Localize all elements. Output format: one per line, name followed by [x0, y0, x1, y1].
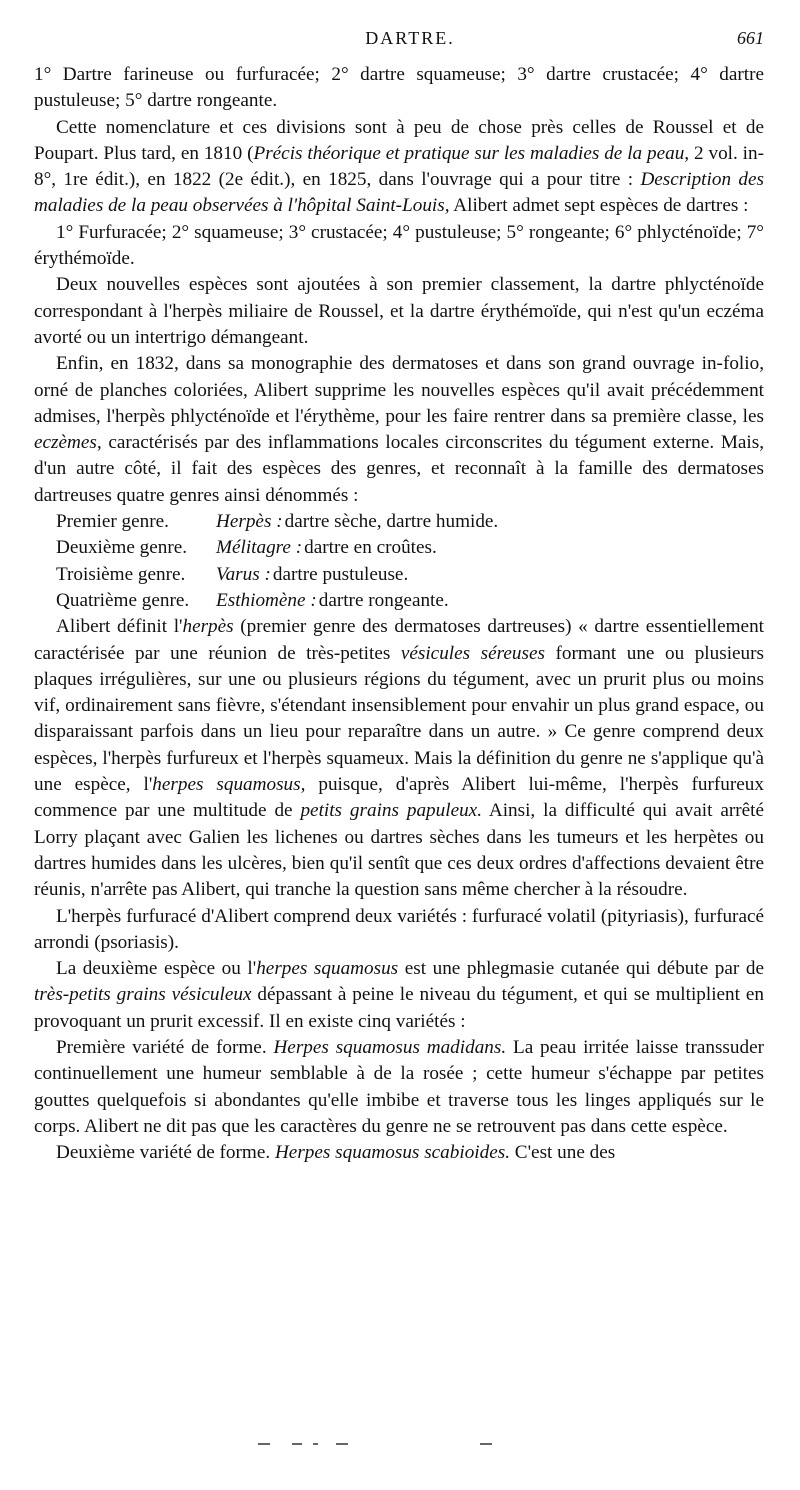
text-run: puisque, d'après Alibert lui-même, l'herpès furfureux commence par une multitude de [34, 774, 764, 822]
text-run: Enfin, en 1832, dans sa monographie des dermatoses et dans son grand ouvrage in-folio, orné de planches coloriées, Alibert supprime les nouvelles espèces qu'il avait précédemment admises, l'herpès phlycténoïde et l'érythème, pour les faire rentrer dans sa première classe, les [34, 353, 764, 427]
text-run: Alibert définit l' [56, 616, 183, 638]
text-run: formant une ou plusieurs plaques irrégulières, sur une ou plusieurs régions du tégument, avec un prurit plus ou moins vif, ordinairement sans fièvre, s'étendant insensiblement pour envahir un plus grand espace, ou disparaissant parfois dans un lieu pour reparaître dans un autre. » Ce genre comprend deux espèces, l'herpès furfureux et l'herpès squameux. Mais la définition du genre ne s'applique qu'à une espèce, l' [34, 642, 764, 796]
genre-name: Troisième genre. [56, 563, 186, 585]
paragraph-block-2 [34, 614, 764, 1166]
text-run: Deux nouvelles espèces sont ajoutées à son premier classement, la dartre phlycténoïde correspondant à l'herpès miliaire de Roussel, et la dartre érythémoïde, qui n'est qu'un eczéma avorté ou un intertrigo démangeant. [34, 274, 764, 348]
genre-description: dartre pustuleuse. [272, 563, 409, 585]
italic-text: Herpes squamosus scabioides. [274, 1142, 510, 1164]
genre-row [56, 509, 764, 535]
italic-text: Description des maladies de la peau observées à l'hôpital Saint-Louis, [34, 169, 764, 217]
text-run: est une phlegmasie cutanée qui débute par de [398, 958, 764, 980]
genre-name: Premier genre. [56, 511, 169, 533]
paragraph [34, 351, 764, 509]
genre-term: Esthiomène : [216, 589, 317, 611]
genre-name: Quatrième genre. [56, 589, 190, 611]
paragraph-block-1 [34, 62, 764, 509]
paragraph [34, 115, 764, 220]
text-run: 2 vol. in-8°, 1re édit.), en 1822 (2e édit.), en 1825, dans l'ouvrage qui a pour titre : [34, 142, 764, 191]
genre-description: dartre sèche, dartre humide. [284, 511, 499, 533]
paragraph [34, 904, 764, 957]
genre-term: Varus : [216, 563, 271, 585]
paragraph [34, 62, 764, 115]
page-number: 661 [737, 28, 764, 48]
text-run: La deuxième espèce ou l' [56, 958, 257, 980]
italic-text: herpès [182, 616, 234, 638]
text-run: 1° Dartre farineuse ou furfuracée; 2° dartre squameuse; 3° dartre crustacée; 4° dartre pustuleuse; 5° dartre rongeante. [34, 64, 764, 112]
genre-description: dartre rongeante. [318, 589, 449, 611]
paragraph [34, 220, 764, 273]
italic-text: herpes squamosus [256, 958, 399, 980]
text-run: 1° Furfuracée; 2° squameuse; 3° crustacée; 4° pustuleuse; 5° rongeante; 6° phlycténoïde; 7° érythémoïde. [34, 221, 764, 270]
paragraph [34, 1035, 764, 1140]
genre-name: Deuxième genre. [56, 537, 188, 559]
text-run: Première variété de forme. [56, 1036, 274, 1058]
italic-text: vésicules séreuses [400, 642, 545, 664]
text-run: dépassant à peine le niveau du tégument, et qui se multiplient en provoquant un prurit excessif. Il en existe cinq variétés : [34, 984, 764, 1032]
italic-text: très-petits grains vésiculeux [34, 984, 252, 1006]
running-head: DARTRE. [365, 28, 455, 48]
genre-row [56, 562, 764, 588]
text-run: La peau irritée laisse transsuder continuellement une humeur semblable à de la rosée ; cette humeur s'échappe par petites gouttes quelquefois si abondantes qu'elle imbibe et traverse tous les linges appliqués sur le corps. Alibert ne dit pas que les caractères du genre ne se retrouvent pas dans cette espèce. [34, 1036, 764, 1137]
text-run: (premier genre des dermatoses dartreuses) « dartre essentiellement caractérisée par une réunion de très-petites [34, 616, 764, 664]
text-run: L'herpès furfuracé d'Alibert comprend deux variétés : furfuracé volatil (pityriasis), furfuracé arrondi (psoriasis). [34, 905, 764, 953]
genre-list [34, 509, 764, 614]
italic-text: Herpes squamosus madidans. [273, 1036, 507, 1058]
italic-text: Précis théorique et pratique sur les maladies de la peau, [253, 142, 690, 164]
footer-marks [0, 1443, 800, 1449]
text-run: Deuxième variété de forme. [56, 1142, 275, 1164]
text-run: C'est une des [510, 1142, 616, 1164]
text-run: caractérisés par des inflammations locales circonscrites du tégument externe. Mais, d'un autre côté, il fait des espèces des genres, et reconnaît à la famille des dermatoses dartreuses quatre genres ainsi dénommés : [34, 432, 764, 506]
paragraph [34, 272, 764, 351]
genre-term: Herpès : [216, 511, 283, 533]
genre-description: dartre en croûtes. [304, 537, 437, 559]
genre-row [56, 535, 764, 561]
genre-row [56, 588, 764, 614]
page-header [56, 28, 764, 58]
text-run: Alibert admet sept espèces de dartres : [449, 195, 749, 217]
genre-term: Mélitagre : [216, 537, 303, 559]
text-run: Ainsi, la difficulté qui avait arrêté Lorry plaçant avec Galien les lichenes ou dartres sèches dans les tumeurs et les herpètes ou dartres humides dans les ulcères, bien qu'il sentît que ces deux ordres d'affections devaient être réunis, n'arrête pas Alibert, qui tranche la question sans même chercher à la résoudre. [34, 800, 764, 901]
page-body [34, 62, 764, 1166]
paragraph [34, 956, 764, 1035]
italic-text: eczèmes, [34, 432, 102, 454]
italic-text: herpes squamosus, [152, 774, 306, 796]
italic-text: petits grains papuleux. [300, 800, 482, 822]
paragraph [34, 614, 764, 903]
paragraph [34, 1140, 764, 1166]
text-run: Cette nomenclature et ces divisions sont à peu de chose près celles de Roussel et de Poupart. Plus tard, en 1810 ( [34, 116, 764, 164]
